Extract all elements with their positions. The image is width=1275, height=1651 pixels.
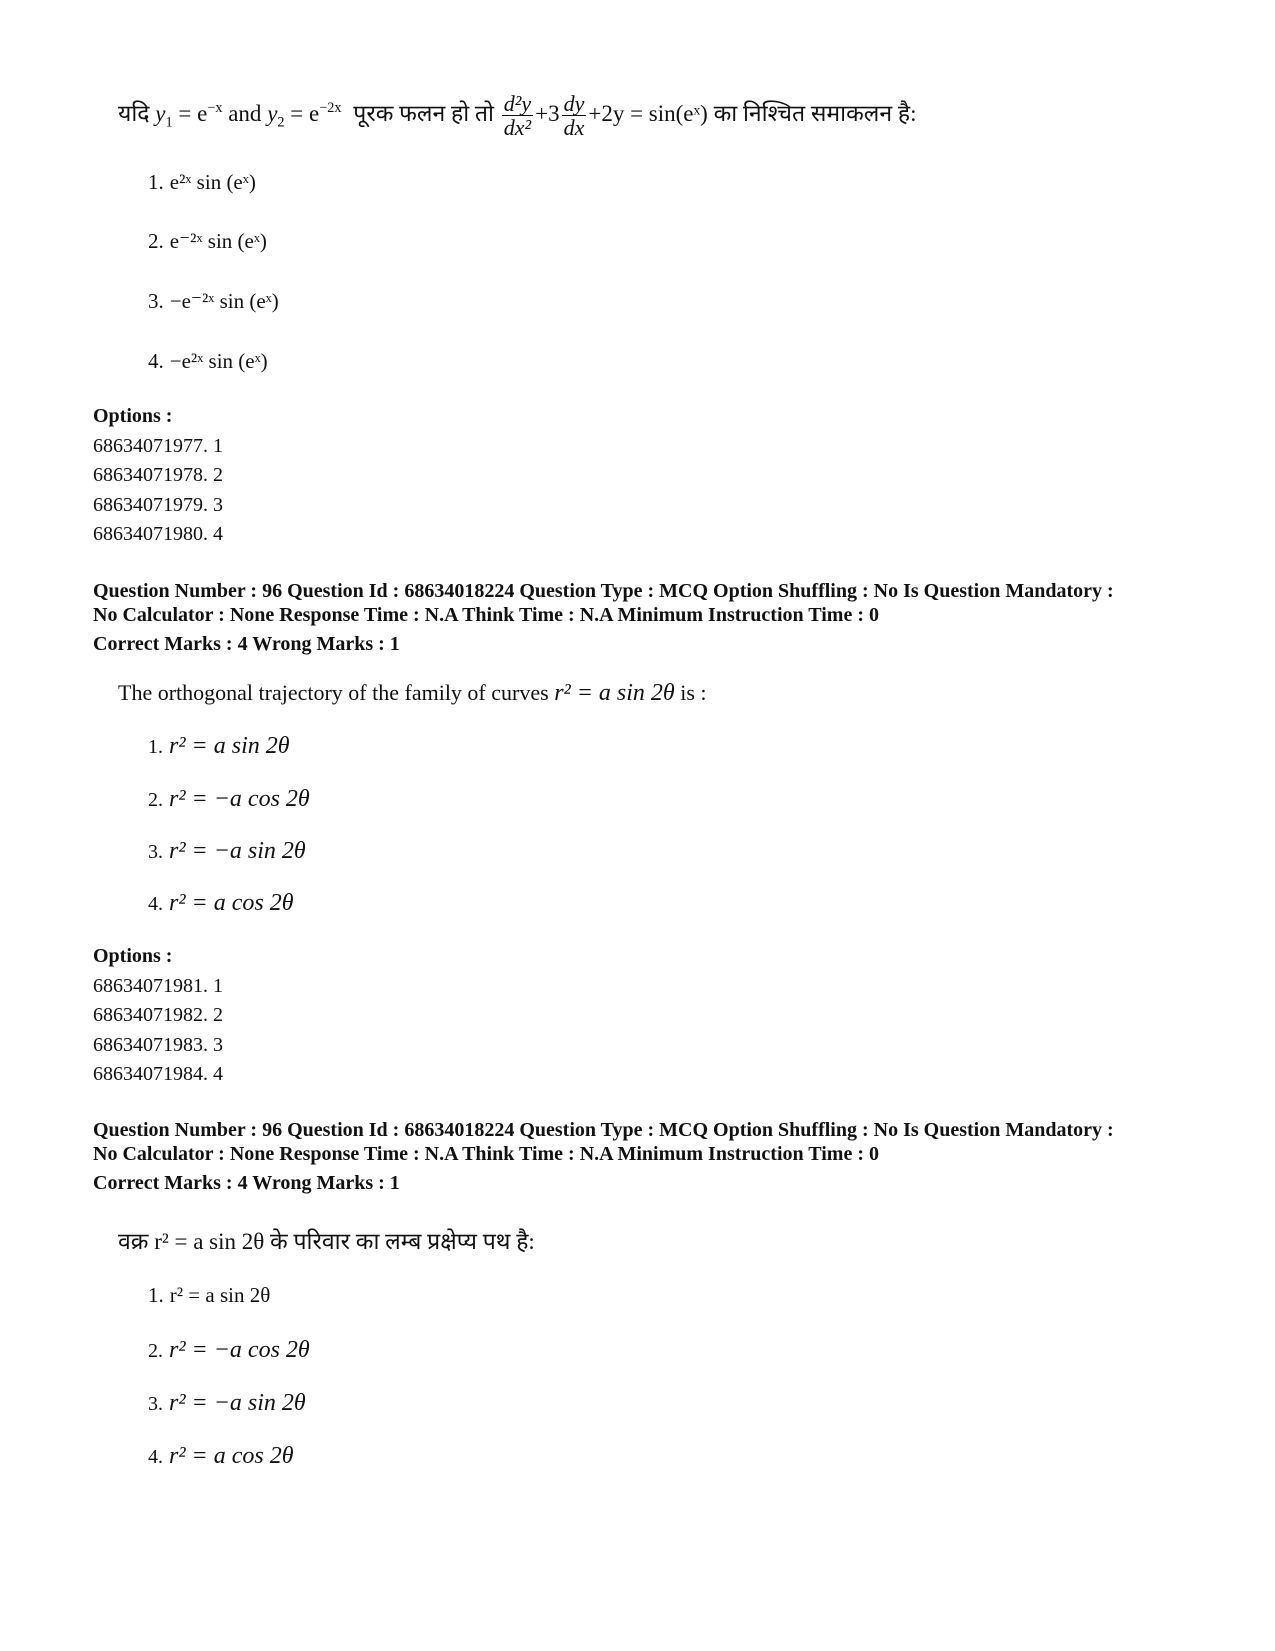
q3-option-1-text: r² = a sin 2θ: [169, 1283, 271, 1307]
q3-option-1-number: 1.: [148, 1283, 164, 1307]
q1-fraction-d2y: [502, 92, 533, 139]
q1-option-4-number: 4.: [148, 349, 164, 373]
q1-y2-sub: 2: [277, 114, 285, 131]
q1-option-1-text: e²ˣ sin (eˣ): [169, 170, 256, 194]
q3-option-1: [148, 1283, 270, 1308]
q2-text-equation: r² = a sin 2θ: [554, 680, 675, 706]
q1-frac2-den: dx: [563, 115, 585, 141]
q3-option-3-text: r² = −a sin 2θ: [169, 1390, 306, 1416]
q3-option-4: [148, 1443, 294, 1470]
q1-frac1-den: dx²: [503, 115, 532, 141]
q2-meta-line-2: No Calculator : None Response Time : N.A Think Time : N.A Minimum Instruction Time : 0: [93, 604, 879, 626]
q1-exp2: −2x: [319, 100, 342, 117]
q2-marks: Correct Marks : 4 Wrong Marks : 1: [93, 633, 400, 655]
q2-option-2-text: r² = −a cos 2θ: [169, 786, 310, 812]
q3-text: वक्र r² = a sin 2θ के परिवार का लम्ब प्रक्षेप्य पथ है:: [118, 1229, 535, 1254]
q2-option-id-3: 68634071983. 3: [93, 1033, 223, 1056]
q1-y1-sub: 1: [165, 114, 173, 131]
q2-option-4-text: r² = a cos 2θ: [169, 890, 294, 916]
q1-and: and: [228, 100, 262, 126]
q1-option-4-text: −e²ˣ sin (eˣ): [169, 349, 268, 373]
q3-option-4-text: r² = a cos 2θ: [169, 1443, 294, 1469]
q1-option-id-4: 68634071980. 4: [93, 523, 223, 545]
q3-marks: Correct Marks : 4 Wrong Marks : 1: [93, 1172, 400, 1194]
q1-plus3: +3: [535, 100, 560, 126]
q1-eq1: = e: [178, 100, 208, 126]
q1-option-id-3: 68634071979. 3: [93, 493, 223, 516]
q1-fraction-dy: [562, 92, 587, 139]
q3-option-2-number: 2.: [148, 1340, 163, 1362]
q2-option-2-number: 2.: [148, 789, 163, 811]
q1-option-1-number: 1.: [148, 170, 164, 194]
q1-option-3-number: 3.: [148, 289, 164, 313]
q3-meta-line-2: No Calculator : None Response Time : N.A Think Time : N.A Minimum Instruction Time : 0: [93, 1143, 879, 1165]
q2-meta-line-1: Question Number : 96 Question Id : 68634018224 Question Type : MCQ Option Shuffling : No Is Question Mandatory :: [93, 580, 1114, 602]
q3-option-3: [148, 1390, 306, 1417]
q1-hindi-mid: पूरक फलन हो तो: [353, 100, 494, 126]
q1-rhs: +2y = sin(eˣ): [588, 100, 708, 126]
q2-options-label: Options :: [93, 945, 173, 967]
q3-option-3-number: 3.: [148, 1393, 163, 1415]
q1-frac1-num: d²y: [503, 91, 532, 116]
q1-y1: y: [155, 100, 166, 126]
q1-option-4: [148, 349, 268, 374]
q1-option-3: [148, 289, 279, 314]
q2-option-id-4: 68634071984. 4: [93, 1063, 223, 1085]
q2-option-4-number: 4.: [148, 893, 163, 915]
q1-exp1: −x: [207, 100, 223, 117]
q3-option-2: [148, 1337, 310, 1364]
q3-meta-line-1: Question Number : 96 Question Id : 68634018224 Question Type : MCQ Option Shuffling : No Is Question Mandatory :: [93, 1119, 1114, 1141]
q1-frac2-num: dy: [563, 91, 585, 116]
q2-option-id-1: 68634071981. 1: [93, 974, 223, 997]
q3-option-4-number: 4.: [148, 1446, 163, 1468]
q2-option-id-2: 68634071982. 2: [93, 1004, 223, 1026]
q1-option-id-2: 68634071978. 2: [93, 464, 223, 486]
q1-eq2: = e: [290, 100, 320, 126]
q2-option-3-text: r² = −a sin 2θ: [169, 838, 306, 864]
q1-option-2-text: e⁻²ˣ sin (eˣ): [169, 229, 267, 253]
q1-option-3-text: −e⁻²ˣ sin (eˣ): [169, 289, 279, 313]
q1-option-1: [148, 170, 256, 195]
q2-option-3-number: 3.: [148, 841, 163, 863]
q1-options-list: [93, 402, 223, 550]
q2-options-list: [93, 942, 223, 1090]
q2-metadata: [93, 579, 1213, 656]
q2-option-1-number: 1.: [148, 736, 163, 758]
q1-y2: y: [267, 100, 278, 126]
q2-text-suffix: is :: [680, 680, 707, 705]
q2-option-4: [148, 890, 294, 917]
q1-option-id-1: 68634071977. 1: [93, 434, 223, 457]
q1-options-label: Options :: [93, 405, 173, 427]
q2-option-3: [148, 838, 306, 865]
q2-option-2: [148, 786, 310, 813]
q2-option-1: [148, 733, 290, 760]
q1-option-2-number: 2.: [148, 229, 164, 253]
q3-option-2-text: r² = −a cos 2θ: [169, 1337, 310, 1363]
question-1-text: [118, 92, 917, 139]
q1-hindi-end: का निश्चित समाकलन है:: [713, 100, 917, 126]
q1-prefix: यदि: [118, 100, 150, 126]
question-2-text: [118, 680, 707, 707]
q2-option-1-text: r² = a sin 2θ: [169, 733, 290, 759]
q1-option-2: [148, 229, 267, 254]
q3-metadata: [93, 1118, 1213, 1195]
q2-text-prefix: The orthogonal trajectory of the family of curves: [118, 680, 549, 705]
question-3-text: [118, 1224, 535, 1256]
